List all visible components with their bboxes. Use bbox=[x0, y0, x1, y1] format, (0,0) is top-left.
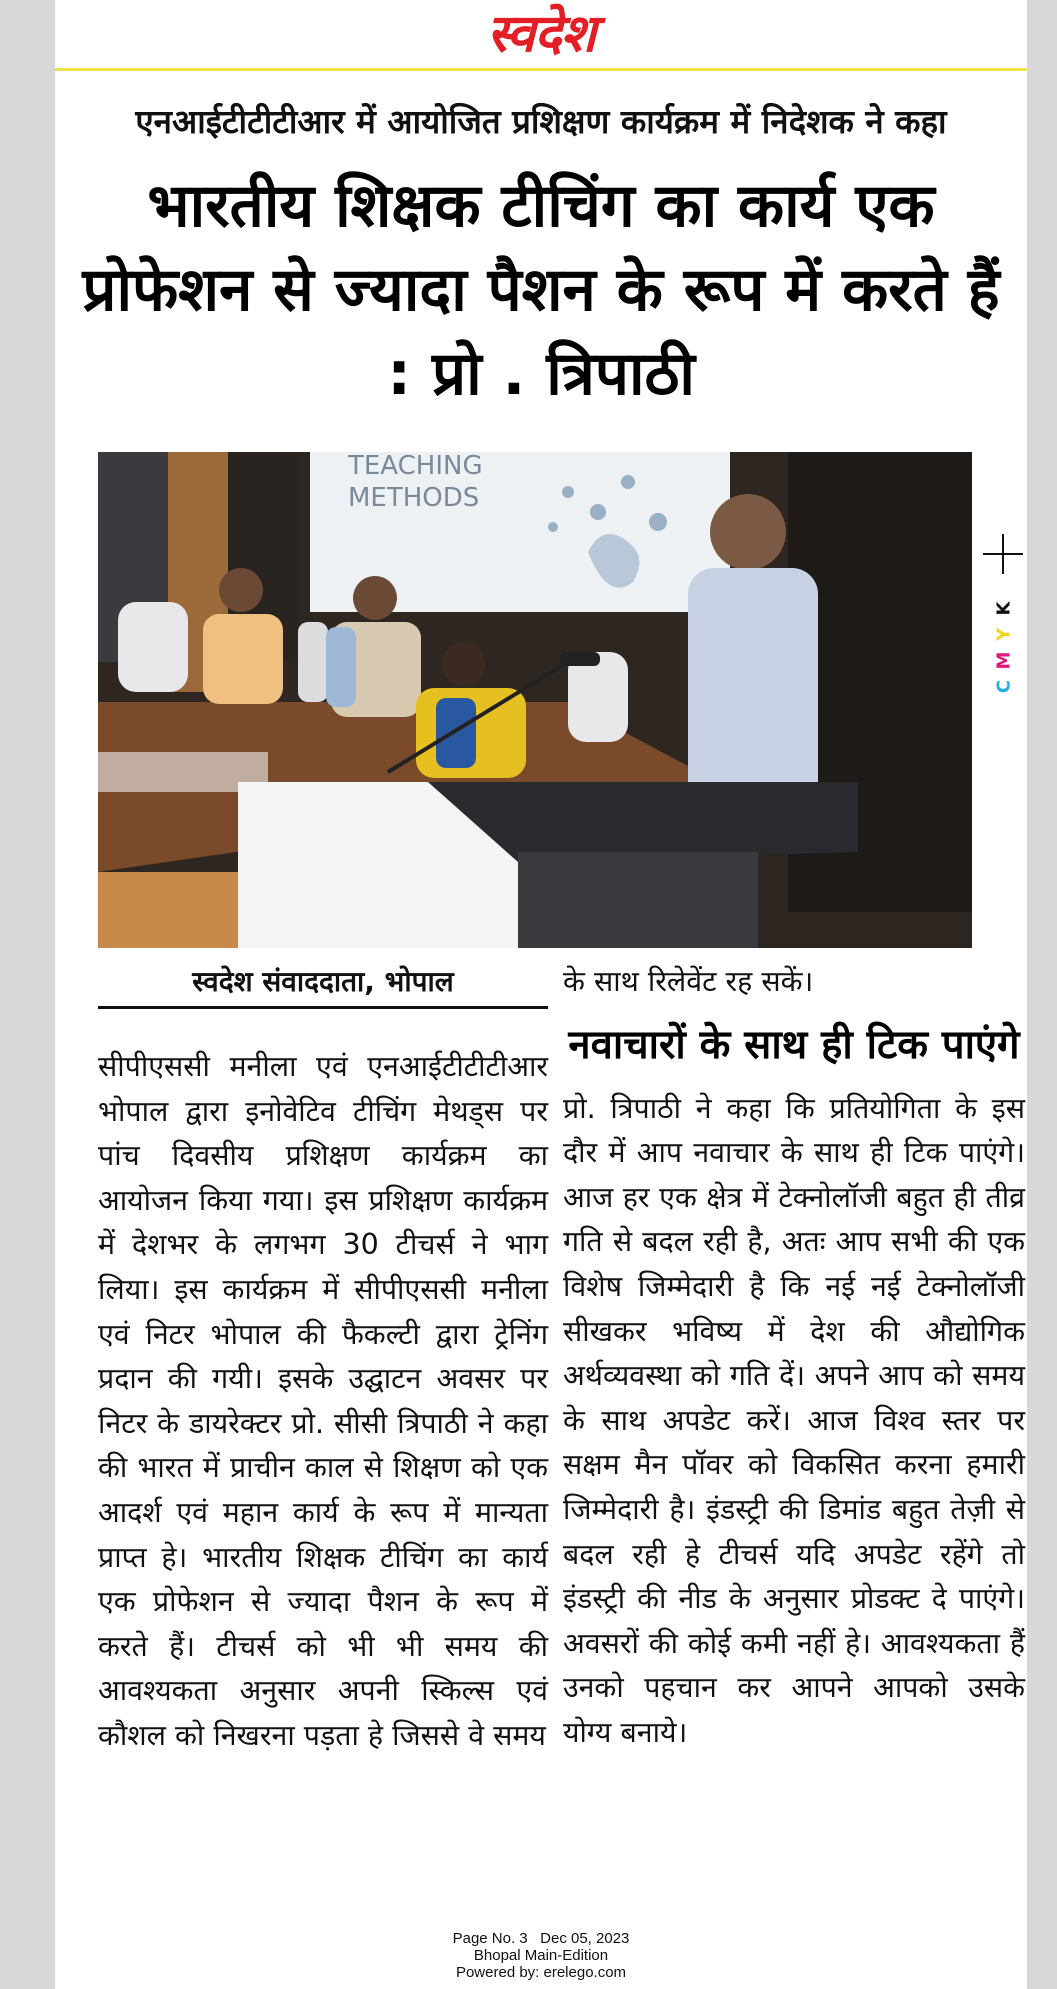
article-kicker: एनआईटीटीटीआर में आयोजित प्रशिक्षण कार्यक्रम में निदेशक ने कहा bbox=[135, 102, 947, 141]
right-column-text: प्रो. त्रिपाठी ने कहा कि प्रतियोगिता के इस दौर में आप नवाचार के साथ ही टिक पाएंगे। आज हर एक क्षेत्र में टेक्नोलॉजी बहुत ही तीव्र गति से बदल रही है, अतः आप सभी की एक विशेष जिम्मेदारी है कि नई नई टेक्नोलॉजी सीखकर भविष्य में देश की औद्योगिक अर्थव्यवस्था को गति दें। अपने आप को समय के साथ अपडेट करें। आज विश्व स्तर पर सक्षम मैन पॉवर को विकसित करना हमारी जिम्मेदारी है। इंडस्ट्री की डिमांड बहुत तेज़ी से बदल रही हे टीचर्स यदि अपडेट रहेंगे तो इंडस्ट्री की नीड के अनुसार प्रोडक्ट दे पाएंगे। अवसरों की कोई कमी नहीं हे। आवश्यकता हैं उनको पहचान कर आपने आपको उसके योग्य बनाये। bbox=[563, 1091, 1025, 1749]
reg-letter-c: C bbox=[993, 679, 1015, 694]
reg-letter-k: K bbox=[993, 601, 1015, 616]
page-footer bbox=[55, 1930, 1027, 1981]
article-column-right bbox=[563, 960, 1025, 1756]
article-headline: भारतीय शिक्षक टीचिंग का कार्य एक प्रोफेशन से ज्यादा पैशन के रूप में करते हैं : प्रो . त्रिपाठी bbox=[82, 171, 1000, 409]
right-column-continuation: के साथ रिलेवेंट रह सकें। bbox=[563, 965, 814, 998]
screen-text-line2: METHODS bbox=[348, 483, 480, 513]
byline: स्वदेश संवाददाता, भोपाल bbox=[98, 960, 548, 1009]
article-photo bbox=[98, 452, 972, 948]
registration-crosshair-icon bbox=[983, 534, 1023, 574]
photo-illustration bbox=[98, 452, 972, 948]
reg-letter-m: M bbox=[993, 651, 1015, 670]
newspaper-logo: स्वदेश bbox=[486, 4, 596, 64]
footer-powered-by: Powered by: erelego.com bbox=[455, 1964, 627, 1981]
masthead bbox=[55, 0, 1027, 71]
footer-edition: Bhopal Main-Edition bbox=[473, 1947, 609, 1964]
article-column-left bbox=[98, 960, 548, 1759]
article-subhead: नवाचारों के साथ ही टिक पाएंगे bbox=[568, 1021, 1020, 1068]
newspaper-page bbox=[55, 0, 1027, 1989]
screen-text-line1: TEACHING bbox=[348, 452, 483, 481]
cmyk-registration-marks bbox=[983, 520, 1023, 720]
footer-page-date: Page No. 3 Dec 05, 2023 bbox=[452, 1930, 630, 1947]
left-column-text: सीपीएससी मनीला एवं एनआईटीटीटीआर भोपाल द्वारा इनोवेटिव टीचिंग मेथड्स पर पांच दिवसीय प्रशिक्षण कार्यक्रम का आयोजन किया गया। इस प्रशिक्षण कार्यक्रम में देशभर के लगभग 30 टीचर्स ने भाग लिया। इस कार्यक्रम में सीपीएससी मनीला एवं निटर भोपाल की फैकल्टी द्वारा ट्रेनिंग प्रदान की गयी। इसके उद्घाटन अवसर पर निटर के डायरेक्टर प्रो. सीसी त्रिपाठी ने कहा की भारत में प्राचीन काल से शिक्षण को एक आदर्श एवं महान कार्य के रूप में मान्यता प्राप्त हे। भारतीय शिक्षक टीचिंग का कार्य एक प्रोफेशन से ज्यादा पैशन के रूप में करते हैं। टीचर्स को भी भी समय की आवश्यकता अनुसार अपनी स्किल्स एवं कौशल को निखरना पड़ता हे जिससे वे समय bbox=[98, 1050, 548, 1752]
reg-letter-y: Y bbox=[993, 627, 1015, 642]
